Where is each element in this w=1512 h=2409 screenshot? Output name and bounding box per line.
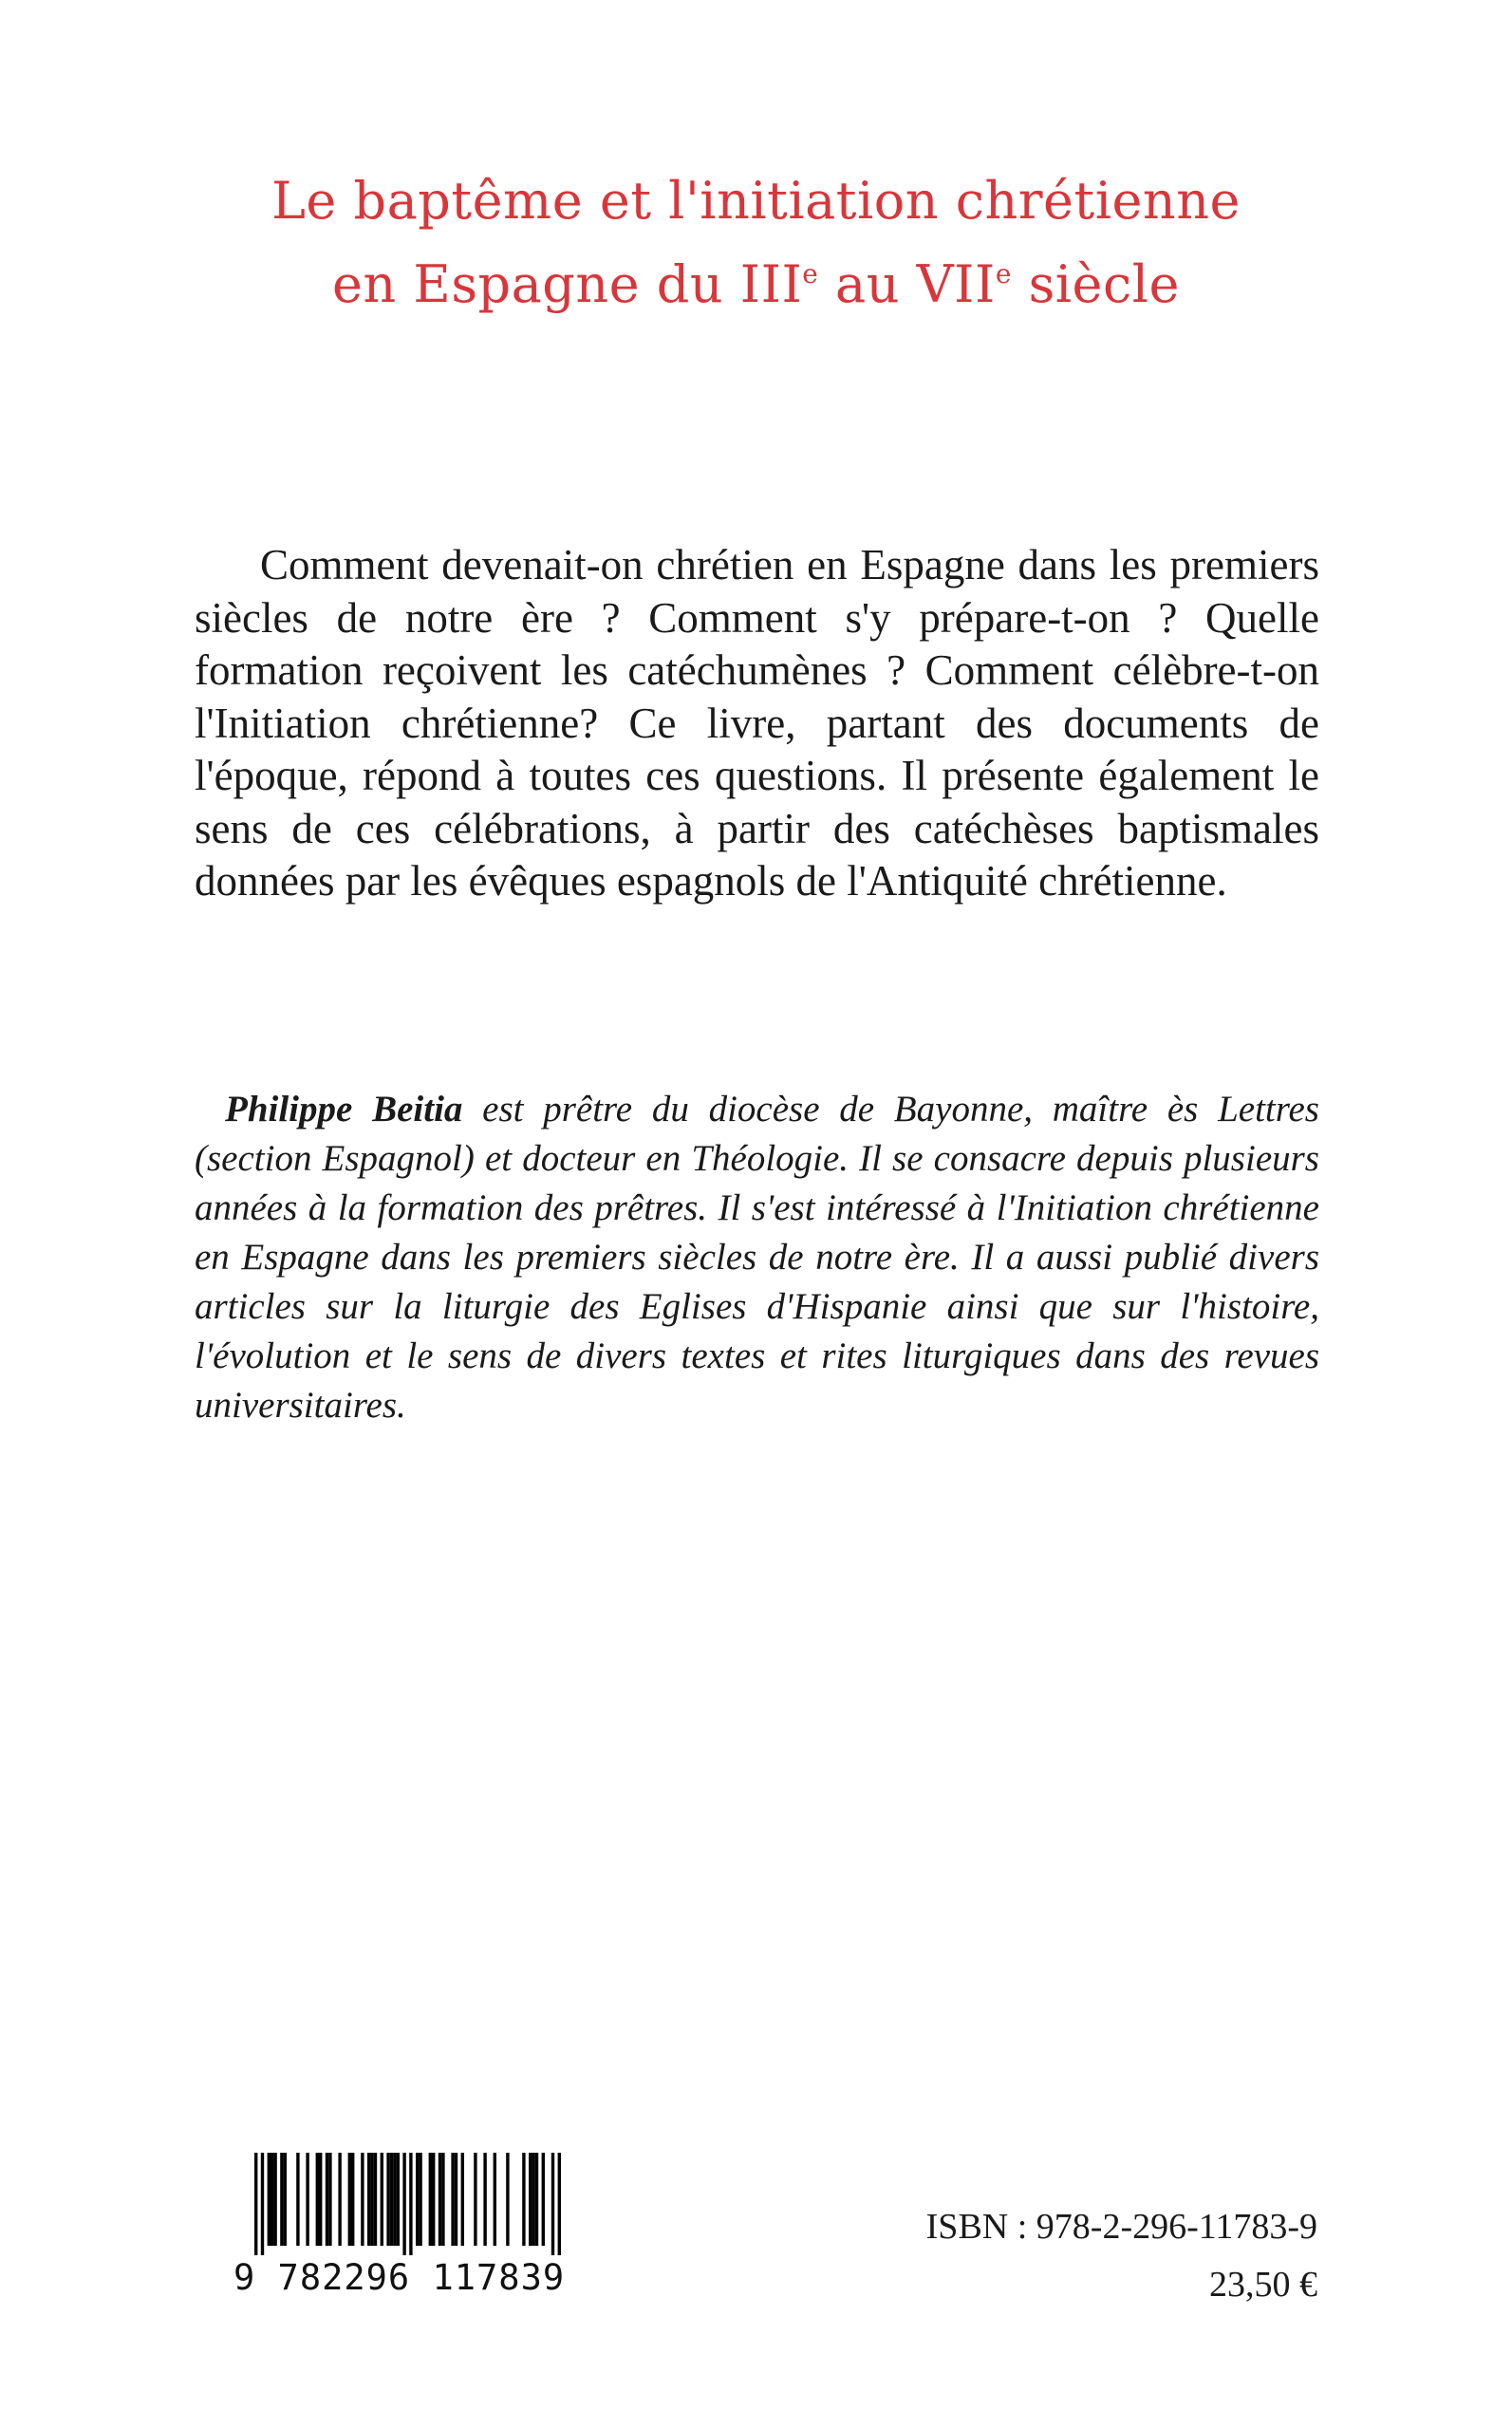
book-summary: Comment devenait-on chrétien en Espagne dans les premiers siècles de notre ère ? Comment s'y prépare-t-on ? Quelle formation reçoivent les catéchumènes ? Comment célèbre-t-on l'Initiation chrétienne? Ce livre, partant des documents de l'époque, répond à toutes ces questions. Il présente également le sens de ces célébrations, à partir des catéchèses baptismales données par les évêques espagnols de l'Antiquité chrétienne. [195, 541, 1319, 905]
barcode-bar [326, 2153, 328, 2246]
author-bio-text: est prêtre du diocèse de Bayonne, maître ès Lettres (section Espagnol) et docteur en Théologie. Il se consacre depuis plusieurs années à la formation des prêtres. Il s'est intéressé à l'Initiation chrétienne en Espagne dans les premiers siècles de notre ère. Il a aussi publié divers articles sur la liturgie des Eglises d'Hispanie ainsi que sur l'histoire, l'évolution et le sens de divers textes et rites liturgiques dans des revues universitaires. [195, 1089, 1319, 1426]
barcode-bar [351, 2153, 354, 2246]
author-name: Philippe Beitia [225, 1089, 463, 1130]
barcode-bar [416, 2153, 419, 2246]
title-line-2-part-3: siècle [1011, 254, 1180, 314]
barcode-bar [451, 2153, 454, 2246]
barcode-bar [370, 2153, 373, 2246]
title-superscript-1: e [802, 258, 819, 289]
barcode-bar [397, 2153, 400, 2246]
book-price: 23,50 € [1209, 2265, 1317, 2305]
barcode-bar [254, 2153, 257, 2255]
barcode-bar [271, 2153, 273, 2246]
barcode-bar [402, 2153, 405, 2255]
barcode-bar [284, 2153, 287, 2246]
barcode-bar [429, 2153, 432, 2246]
barcode-bar [338, 2153, 341, 2246]
barcode-bar [393, 2153, 396, 2246]
barcode-bar [551, 2153, 554, 2255]
barcode-bar [390, 2153, 393, 2246]
barcode-bar [506, 2153, 509, 2246]
barcode-bar [273, 2153, 276, 2246]
barcode-bar [348, 2153, 351, 2246]
barcode-bar [439, 2153, 441, 2246]
barcode-bar [386, 2153, 389, 2246]
barcode-bar [461, 2153, 464, 2246]
barcode-bar [268, 2153, 271, 2246]
title-line-2 [0, 243, 1512, 327]
barcode-bar [522, 2153, 525, 2246]
author-biography [195, 1085, 1319, 1430]
barcode-digits: 9 782296 117839 [233, 2257, 566, 2298]
barcode-bar [261, 2153, 264, 2255]
book-title [0, 159, 1512, 327]
barcode-bar [455, 2153, 457, 2246]
barcode-bar [542, 2153, 545, 2246]
barcode-bar [328, 2153, 331, 2246]
isbn-number: ISBN : 978-2-296-11783-9 [925, 2207, 1317, 2247]
barcode-bar [381, 2153, 383, 2246]
barcode-bar [529, 2153, 532, 2246]
title-line-1: Le baptême et l'initiation chrétienne [271, 171, 1241, 231]
barcode-bar [432, 2153, 435, 2246]
barcode-bar [319, 2153, 322, 2246]
barcode-bar [374, 2153, 377, 2246]
barcode-bar [296, 2153, 299, 2246]
barcode-bar [316, 2153, 319, 2246]
title-superscript-2: e [995, 258, 1012, 289]
barcode-bar [535, 2153, 538, 2246]
barcode-bar [367, 2153, 370, 2246]
barcode-bar [409, 2153, 412, 2255]
barcode-bar [558, 2153, 561, 2255]
barcode-bar [474, 2153, 476, 2246]
barcode-bar [494, 2153, 496, 2246]
title-line-2-part-2: au VII [818, 254, 996, 314]
barcode-bar [280, 2153, 283, 2246]
barcode-bar [361, 2153, 364, 2246]
barcode-bars [233, 2153, 589, 2255]
barcode-bar [532, 2153, 534, 2246]
barcode-bar [441, 2153, 444, 2246]
barcode-bar [419, 2153, 421, 2246]
title-line-2-part-1: en Espagne du III [332, 254, 803, 314]
barcode-bar [306, 2153, 308, 2246]
barcode-bar [483, 2153, 486, 2246]
